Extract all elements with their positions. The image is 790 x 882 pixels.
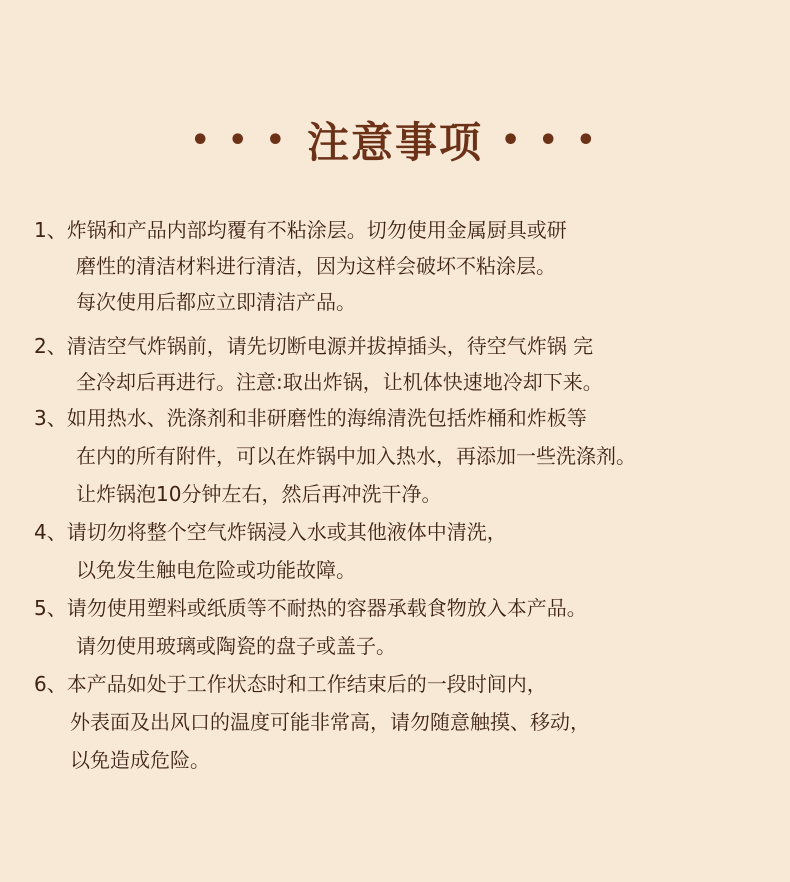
notice-item-4-line-2: 以免发生触电危险或功能故障。 bbox=[76, 558, 356, 582]
decorative-dots-right: • • • bbox=[501, 122, 600, 158]
notice-item-1-line-3: 每次使用后都应立即清洁产品。 bbox=[76, 290, 356, 314]
notice-item-4-line-1: 4、请切勿将整个空气炸锅浸入水或其他液体中清洗， bbox=[34, 520, 507, 544]
notice-item-2-line-2: 全冷却后再进行。注意:取出炸锅，让机体快速地冷却下来。 bbox=[76, 370, 603, 394]
notice-item-3-line-1: 3、如用热水、洗涤剂和非研磨性的海绵清洗包括炸桶和炸板等 bbox=[34, 406, 587, 430]
notice-item-3-line-2: 在内的所有附件，可以在炸锅中加入热水，再添加一些洗涤剂。 bbox=[76, 444, 636, 468]
notice-item-1-line-1: 1、炸锅和产品内部均覆有不粘涂层。切勿使用金属厨具或研 bbox=[34, 218, 567, 242]
notice-item-1-line-2: 磨性的清洁材料进行清洁，因为这样会破坏不粘涂层。 bbox=[76, 254, 556, 278]
title-row bbox=[0, 110, 790, 170]
notice-item-6-line-1: 6、本产品如处于工作状态时和工作结束后的一段时间内， bbox=[34, 672, 547, 696]
page-title: 注意事项 bbox=[306, 118, 483, 167]
decorative-dots-left: • • • bbox=[190, 122, 289, 158]
notice-item-6-line-3: 以免造成危险。 bbox=[70, 748, 210, 772]
notice-item-2-line-1: 2、清洁空气炸锅前，请先切断电源并拔掉插头，待空气炸锅 完 bbox=[34, 334, 594, 358]
notice-item-3-line-3: 让炸锅泡10分钟左右，然后再冲洗干净。 bbox=[76, 482, 442, 506]
notice-item-6-line-2: 外表面及出风口的温度可能非常高，请勿随意触摸、移动， bbox=[70, 710, 590, 734]
notice-item-5-line-2: 请勿使用玻璃或陶瓷的盘子或盖子。 bbox=[76, 634, 396, 658]
notice-item-5-line-1: 5、请勿使用塑料或纸质等不耐热的容器承载食物放入本产品。 bbox=[34, 596, 587, 620]
